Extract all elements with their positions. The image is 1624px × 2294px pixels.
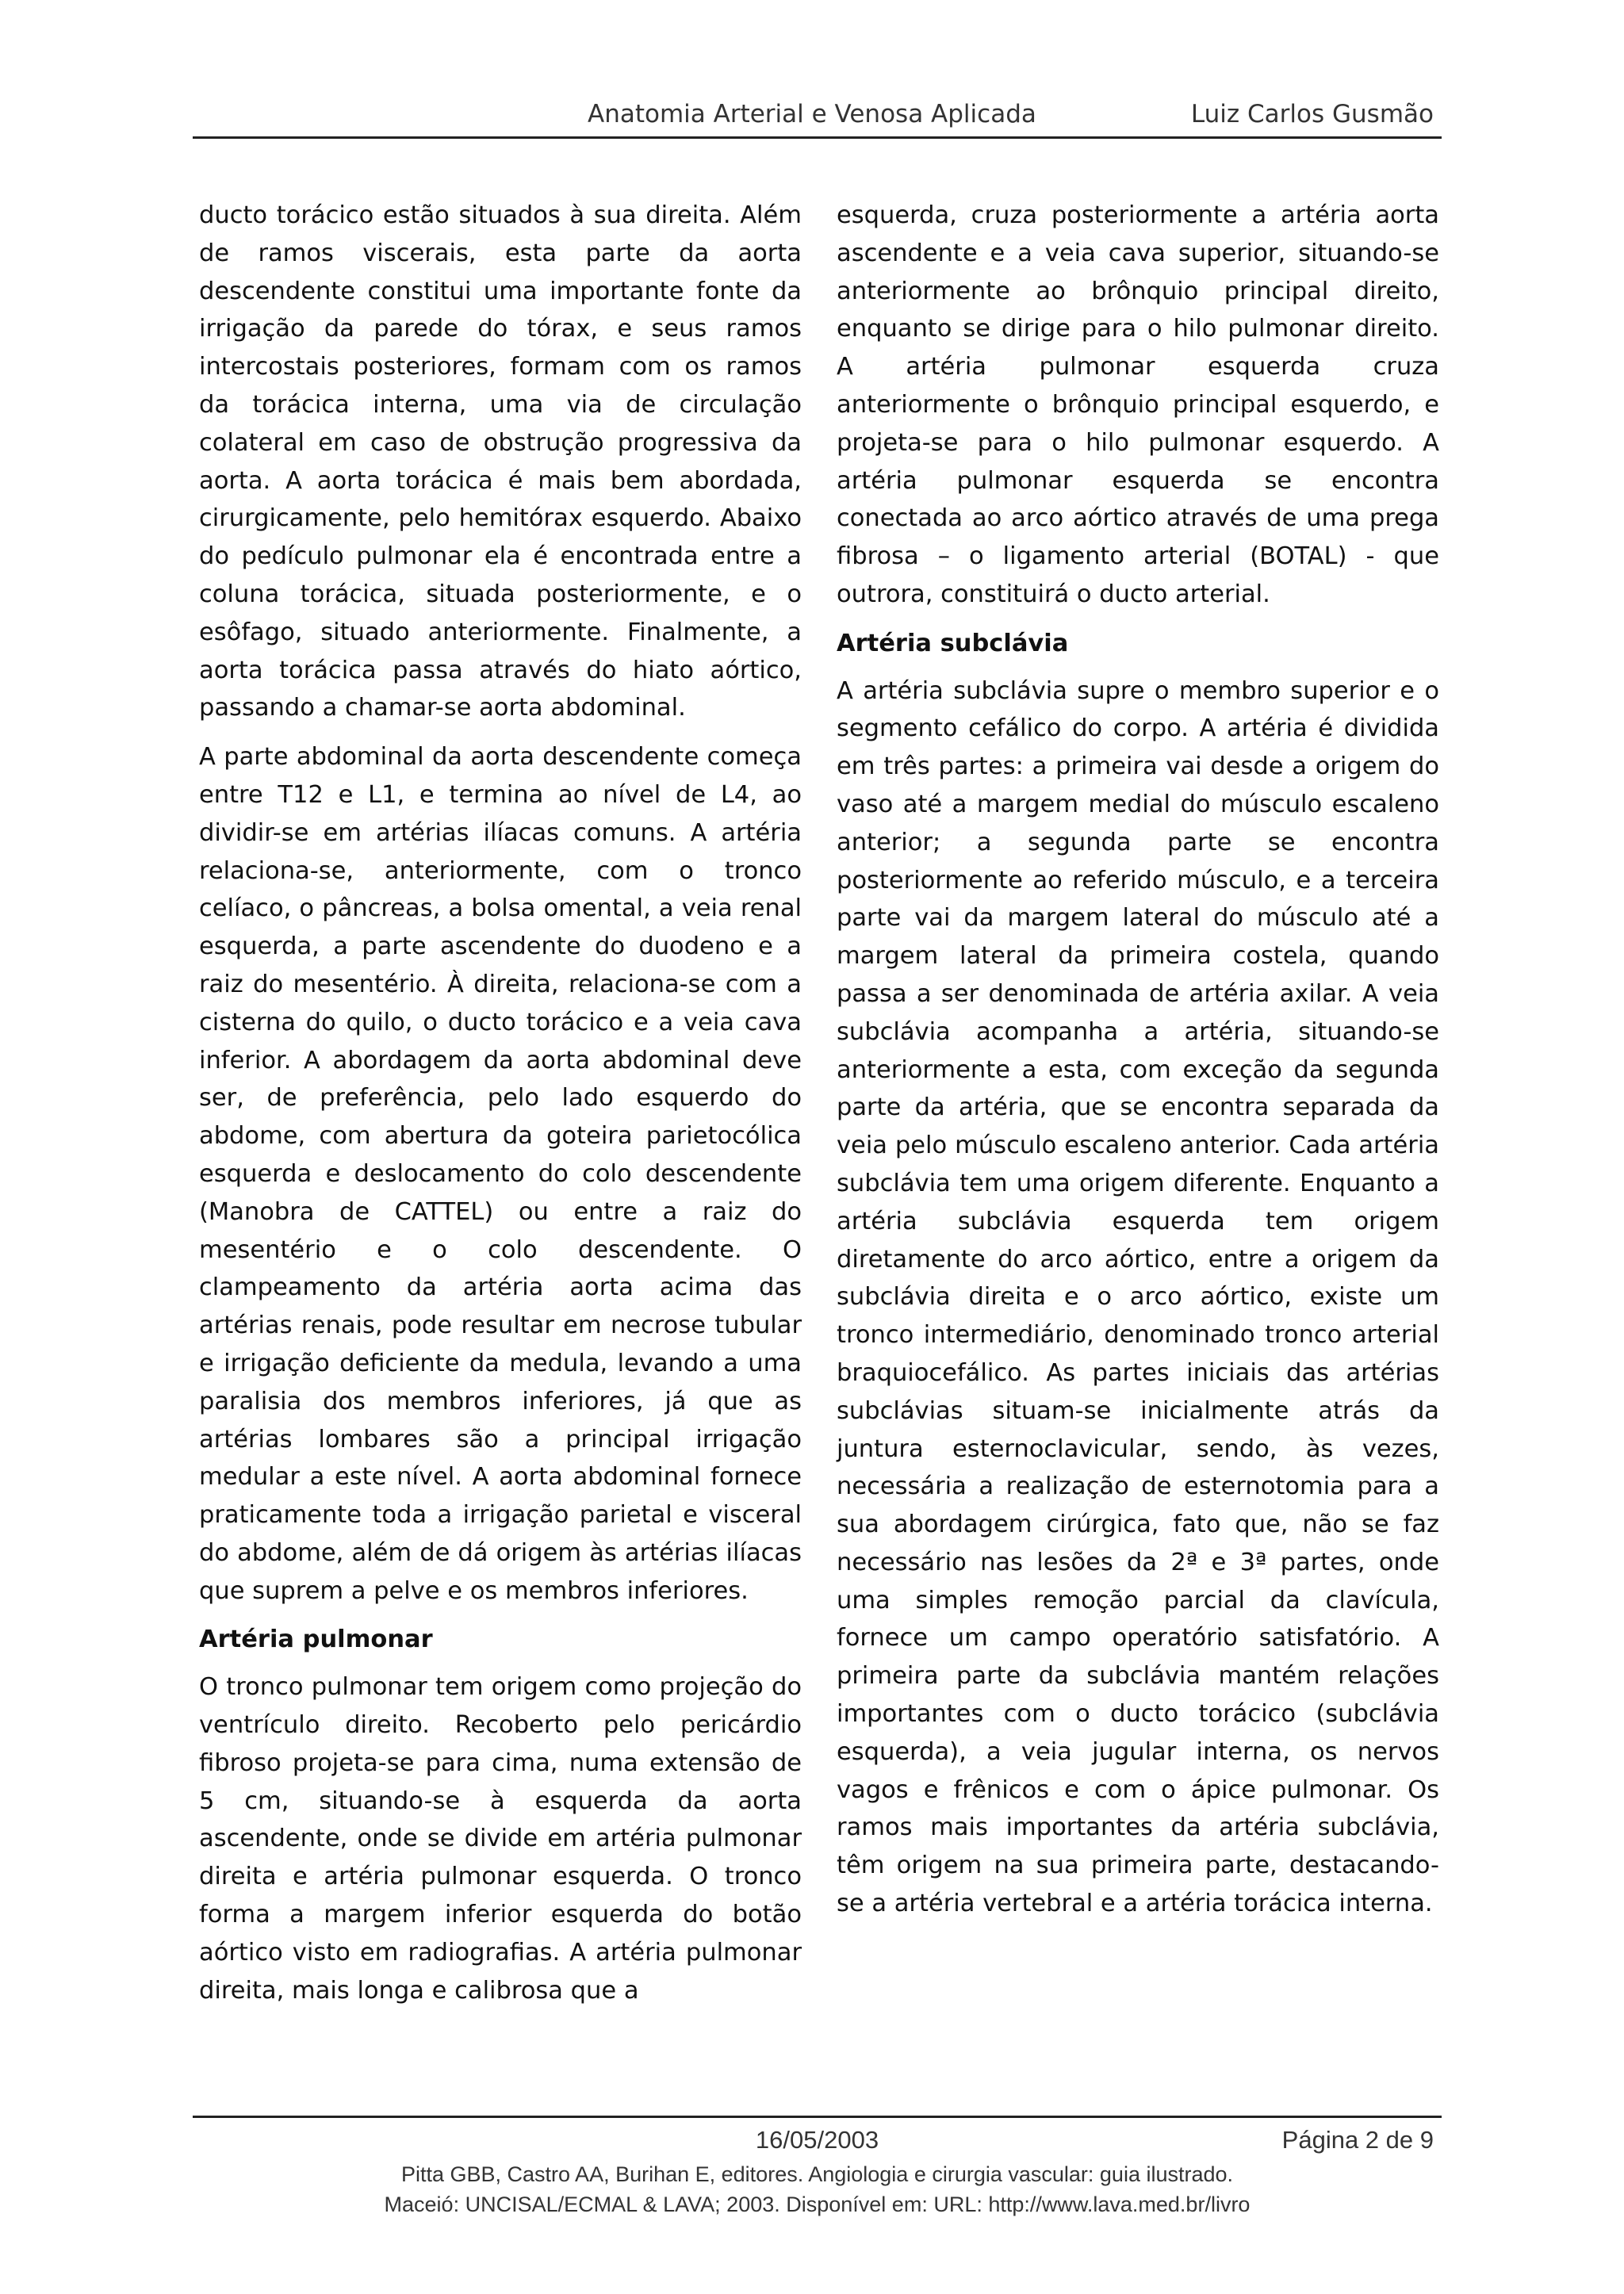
right-column: [837, 197, 1439, 1934]
paragraph-aorta-abdominal: A parte abdominal da aorta descendente começa entre T12 e L1, e termina ao nível de L4, ao dividir-se em artérias ilíacas comuns. A artéria relaciona-se, anteriormente, com o tronco celíaco, o pâncreas, a bolsa omental, a veia renal esquerda, a parte ascendente do duodeno e a raiz do mesentério. À direita, relaciona-se com a cisterna do quilo, o ducto torácico e a veia cava inferior. A abordagem da aorta abdominal deve ser, de preferência, pelo lado esquerdo do abdome, com abertura da goteira parietocólica esquerda e deslocamento do colo descendente (Manobra de CATTEL) ou entre a raiz do mesentério e o colo descendente. O clampeamento da artéria aorta acima das artérias renais, pode resultar em necrose tubular e irrigação deficiente da medula, levando a uma paralisia dos membros inferiores, já que as artérias lombares são a principal irrigação medular a este nível. A aorta abdominal fornece praticamente toda a irrigação parietal e visceral do abdome, além de dá origem às artérias ilíacas que suprem a pelve e os membros inferiores.: [199, 743, 802, 1605]
footer-citation-line-1: Pitta GBB, Castro AA, Burihan E, editores. Angiologia e cirurgia vascular: guia ilustrado.: [400, 2162, 1234, 2186]
paragraph-pulmonar-continued: esquerda, cruza posteriormente a artéria aorta ascendente e a veia cava superior, situando-se anteriormente ao brônquio principal direito, enquanto se dirige para o hilo pulmonar direito. A artéria pulmonar esquerda cruza anteriormente o brônquio principal esquerdo, e projeta-se para o hilo pulmonar esquerdo. A artéria pulmonar esquerda se encontra conectada ao arco aórtico através de uma prega fibrosa – o ligamento arterial (BOTAL) - que outrora, constituirá o ducto arterial.: [837, 201, 1439, 608]
paragraph-aorta-toracica: ducto torácico estão situados à sua direita. Além de ramos viscerais, esta parte da aorta descendente constitui uma importante fonte da irrigação da parede do tórax, e seus ramos intercostais posteriores, formam com os ramos da torácica interna, uma via de circulação colateral em caso de obstrução progressiva da aorta. A aorta torácica é mais bem abordada, cirurgicamente, pelo hemitórax esquerdo. Abaixo do pedículo pulmonar ela é encontrada entre a coluna torácica, situada posteriormente, e o esôfago, situado anteriormente. Finalmente, a aorta torácica passa através do hiato aórtico, passando a chamar-se aorta abdominal.: [199, 201, 802, 722]
footer-citation-line-2: Maceió: UNCISAL/ECMAL & LAVA; 2003. Disponível em: URL: http://www.lava.med.br/livro: [384, 2193, 1251, 2216]
heading-arteria-pulmonar: Artéria pulmonar: [199, 1626, 433, 1654]
header-title: Anatomia Arterial e Venosa Aplicada: [588, 100, 1036, 128]
header-author: Luiz Carlos Gusmão: [1190, 100, 1434, 128]
footer-date: 16/05/2003: [755, 2126, 879, 2154]
heading-arteria-subclavia: Artéria subclávia: [837, 629, 1069, 657]
page-header: [193, 94, 1442, 139]
page-footer: [193, 2116, 1442, 2216]
left-column: [199, 197, 802, 2020]
paragraph-subclavia: A artéria subclávia supre o membro superior e o segmento cefálico do corpo. A artéria é dividida em três partes: a primeira vai desde a origem do vaso até a margem medial do músculo escaleno anterior; a segunda parte se encontra posteriormente ao referido músculo, e a terceira parte vai da margem lateral do músculo até a margem lateral da primeira costela, quando passa a ser denominada de artéria axilar. A veia subclávia acompanha a artéria, situando-se anteriormente a esta, com exceção da segunda parte da artéria, que se encontra separada da veia pelo músculo escaleno anterior. Cada artéria subclávia tem uma origem diferente. Enquanto a artéria subclávia esquerda tem origem diretamente do arco aórtico, entre a origem da subclávia direita e o arco aórtico, existe um tronco intermediário, denominado tronco arterial braquiocefálico. As partes iniciais das artérias subclávias situam-se inicialmente atrás da juntura esternoclavicular, sendo, às vezes, necessária a realização de esternotomia para a sua abordagem cirúrgica, fato que, não se faz necessário nas lesões da 2ª e 3ª partes, onde uma simples remoção parcial da clavícula, fornece um campo operatório satisfatório. A primeira parte da subclávia mantém relações importantes com o ducto torácico (subclávia esquerda), a veia jugular interna, os nervos vagos e frênicos e com o ápice pulmonar. Os ramos mais importantes da artéria subclávia, têm origem na sua primeira parte, destacando-se a artéria vertebral e a artéria torácica interna.: [837, 676, 1439, 1918]
footer-page-number: Página 2 de 9: [1281, 2126, 1434, 2154]
paragraph-tronco-pulmonar: O tronco pulmonar tem origem como projeção do ventrículo direito. Recoberto pelo pericárdio fibroso projeta-se para cima, numa extensão de 5 cm, situando-se à esquerda da aorta ascendente, onde se divide em artéria pulmonar direita e artéria pulmonar esquerda. O tronco forma a margem inferior esquerda do botão aórtico visto em radiografias. A artéria pulmonar direita, mais longa e calibrosa que a: [199, 1673, 802, 2005]
